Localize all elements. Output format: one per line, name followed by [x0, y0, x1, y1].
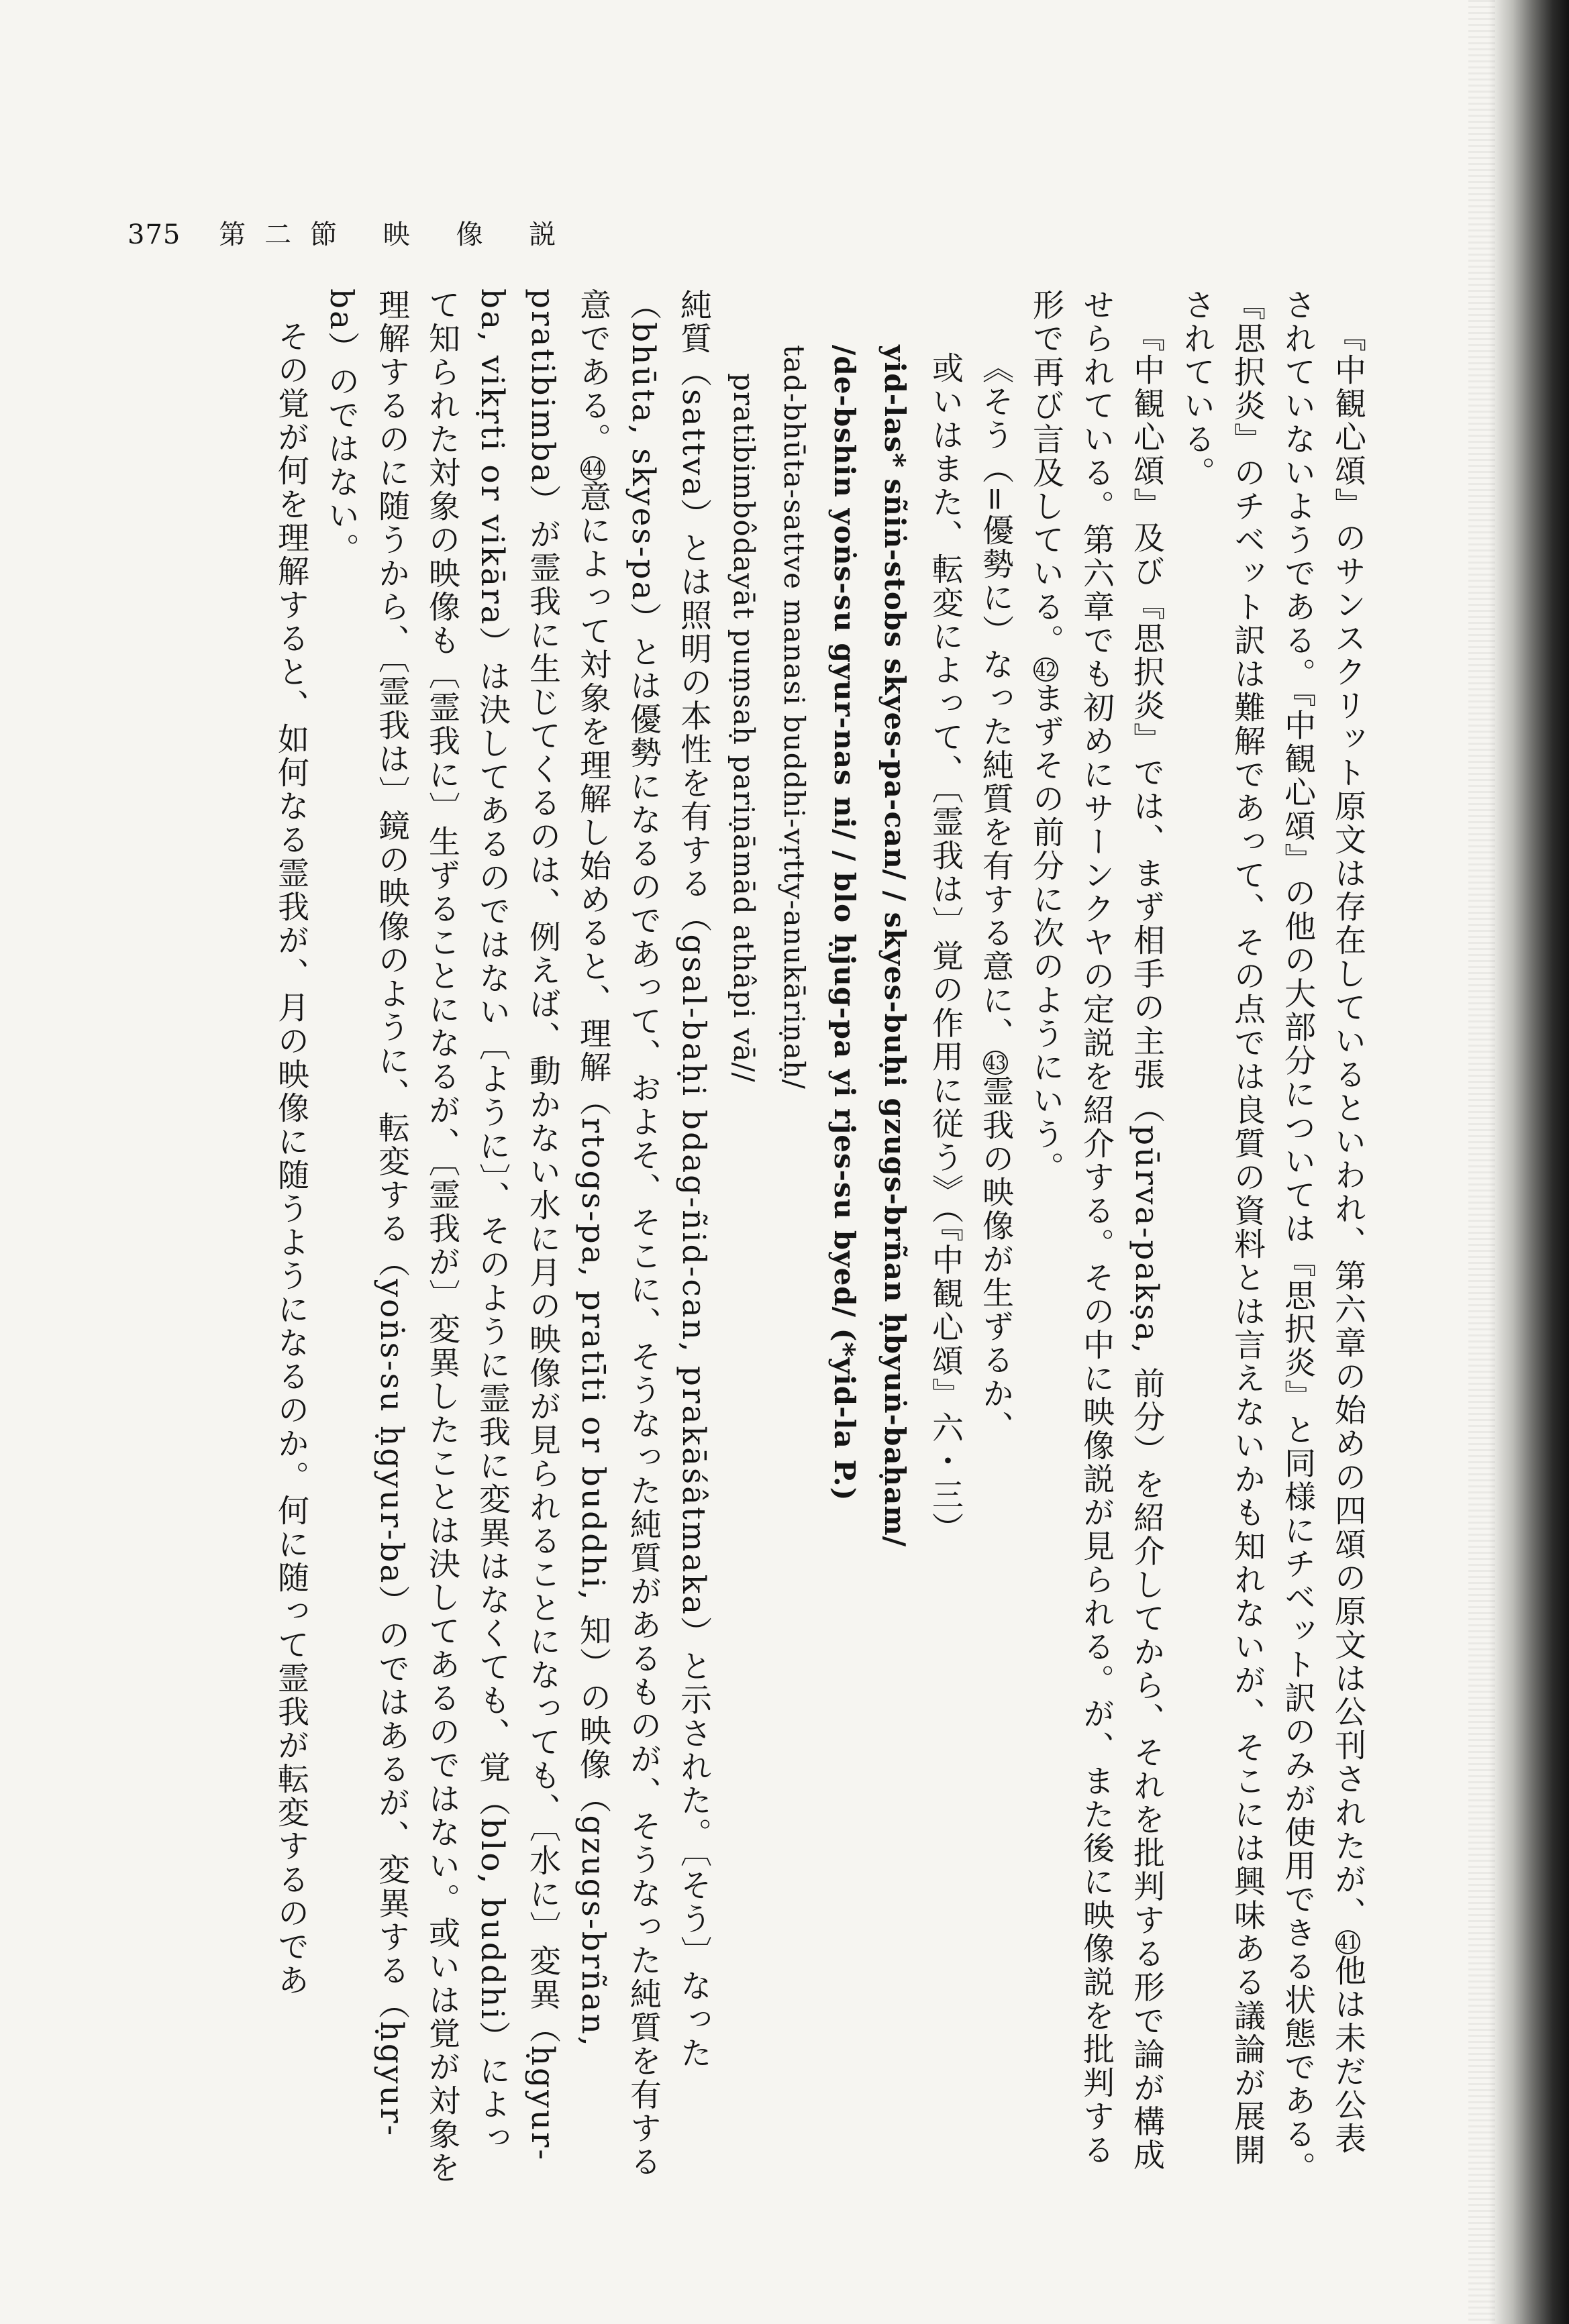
paragraph — [769, 288, 819, 2187]
text-run: 『中観心頌』のサンスクリット原文は存在しているといわれ、第六章の始めの四頌の原文は公刊されたが、 — [1329, 320, 1366, 1930]
text-run: 他は未だ公表されていないようである。『中観心頌』の他の大部分については『思択炎』と同様にチベット訳のみが使用できる状態である。『思択炎』のチベット訳は難解であって、その点では良質の資料とは言えないかも知れないが、そこには興味ある議論が展開されている。 — [1178, 288, 1366, 2185]
paragraph — [970, 288, 1021, 2187]
vertical-text-body — [118, 288, 1373, 2187]
text-run: /de-bshin yoṅs-su gyur-nas ni/ / blo ḥjug-pa yi rjes-su byed/ (*yid-la P.) — [828, 345, 861, 1501]
binding-shadow — [1488, 0, 1569, 2324]
text-run: 《そう（=優勢に）なった純質を有する意に、 — [977, 352, 1014, 1051]
footnote-marker: 44 — [580, 456, 605, 480]
paragraph — [1021, 288, 1172, 2187]
text-run: 意によって対象を理解し始めると、理解（rtogs-pa, pratīti or buddhi, 知）の映像（gzugs-brñan, pratibimba）が霊我に生じてくるのは、例えば、動かない水に月の映像が見られることになっても、〔水に〕変異（ḥgyur-ba, vikṛti or vikāra）は決してあるのではない〔ように〕、そのように霊我に変異はなくても、覚（blo, buddhi）によって知られた対象の映像も〔霊我に〕生ずることになるが、〔霊我が〕変異したことは決してあるのではない。或いは覚が対象を理解するのに随うから、〔霊我は〕鏡の映像のように、転変する（yoṅs-su ḥgyur-ba）のではあるが、変異する（ḥgyur-ba）のではない。 — [323, 288, 611, 2185]
paragraph — [870, 288, 920, 2187]
paragraph — [266, 288, 316, 2187]
paragraph — [920, 288, 970, 2187]
running-header — [128, 213, 574, 252]
text-run: yid-las* sñiṅ-stobs skyes-pa-can/ / skyes-buḥi gzugs-brñan ḥbyuṅ-baḥam/ — [878, 345, 911, 1548]
footnote-marker: 43 — [983, 1051, 1008, 1075]
text-run: その覚が何を理解すると、如何なる霊我が、月の映像に随うようになるのか。何に随って霊我が転変するのであ — [272, 320, 309, 1997]
text-run: 霊我の映像が生ずるか、 — [977, 1075, 1014, 1444]
footnote-marker: 41 — [1335, 1930, 1360, 1954]
text-run: 『中観心頌』及び『思択炎』では、まず相手の主張（pūrva-pakṣa, 前分）を紹介してから、それを批判する形で論が構成せられている。第六章でも初めにサーンクヤの定説を紹介する。その中に映像説が見られる。が、また後に映像説を批判する形で再び言及している。 — [1027, 288, 1165, 2172]
page-number: 375 — [128, 219, 181, 250]
paragraph — [719, 288, 769, 2187]
text-run: 或いはまた、転変によって、〔霊我は〕覚の作用に従う》（『中観心頌』六・三） — [927, 352, 964, 1546]
footnote-marker: 42 — [1033, 657, 1058, 682]
paragraph — [316, 288, 719, 2187]
text-run: まずその前分に次のようにいう。 — [1027, 682, 1064, 1185]
paragraph — [819, 288, 870, 2187]
section-title: 第二節 映 像 説 — [219, 219, 575, 250]
paragraph — [1172, 288, 1373, 2187]
text-run: 純質（sattva）とは照明の本性を有する（gsal-baḥi bdag-ñid-can, prakāśâtmaka）と示された。〔そう〕なった（bhūta, skyes-pa）とは優勢になるのであって、およそ、そこに、そうなった純質があるものが、そうなった純質を有する意である。 — [574, 288, 712, 2179]
text-run: tad-bhūta-sattve manasi buddhi-vṛtty-anukāriṇaḥ/ — [778, 345, 811, 1090]
text-run: pratibimbôdayāt puṃsaḥ pariṇāmād athâpi vā// — [727, 373, 760, 1083]
